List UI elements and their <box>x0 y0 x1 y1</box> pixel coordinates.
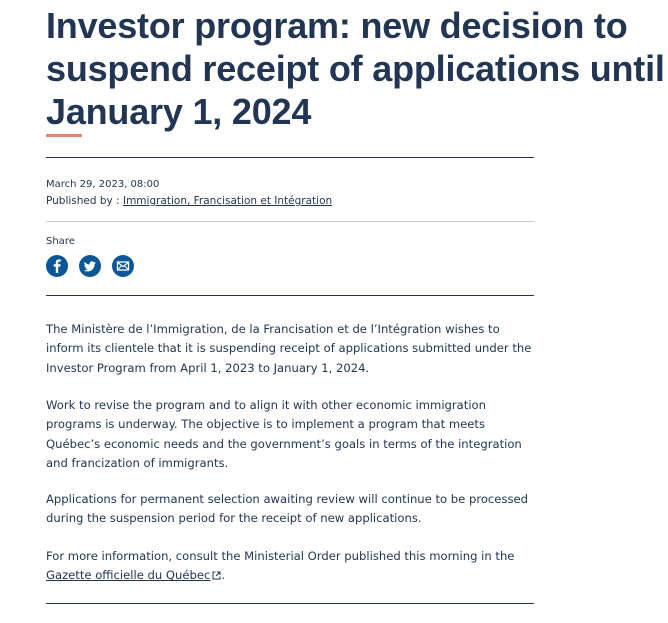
body-paragraph: The Ministère de l’Immigration, de la Francisation et de l’Intégration wishes to inform its clientele that it is suspending receipt of applications submitted under the Investor Program from April 1, 2023 to January 1, 2024. <box>46 322 532 375</box>
gazette-link[interactable] <box>46 568 221 582</box>
body-paragraph: Work to revise the program and to align it with other economic immigration programs is underway. The objective is to implement a program that meets Québec’s economic needs and the government’s goals in terms of the integration and francization of immigrants. <box>46 398 522 470</box>
more-info-suffix: . <box>221 568 226 583</box>
facebook-icon[interactable] <box>46 255 68 277</box>
published-by <box>46 195 332 208</box>
share-buttons <box>46 255 134 277</box>
body-paragraph: Applications for permanent selection awaiting review will continue to be processed during the suspension period for the receipt of new applications. <box>46 492 529 526</box>
publisher-link[interactable]: Immigration, Francisation et Intégration <box>122 195 333 207</box>
divider <box>46 603 534 604</box>
body-paragraph <box>46 547 534 586</box>
divider <box>46 295 534 296</box>
publication-date: March 29, 2023, 08:00 <box>46 179 160 190</box>
twitter-icon[interactable] <box>79 255 101 277</box>
email-icon[interactable] <box>112 255 134 277</box>
share-label: Share <box>46 236 75 247</box>
divider <box>46 157 534 158</box>
more-info-text: For more information, consult the Ministerial Order published this morning in the <box>46 549 515 563</box>
page-title: Investor program: new decision to suspend receipt of applications until January 1, 2024 <box>46 5 665 132</box>
title-accent-bar <box>46 134 82 137</box>
gazette-link-label: Gazette officielle du Québec <box>46 568 211 583</box>
divider <box>46 221 534 222</box>
published-by-label: Published by : <box>46 195 123 207</box>
